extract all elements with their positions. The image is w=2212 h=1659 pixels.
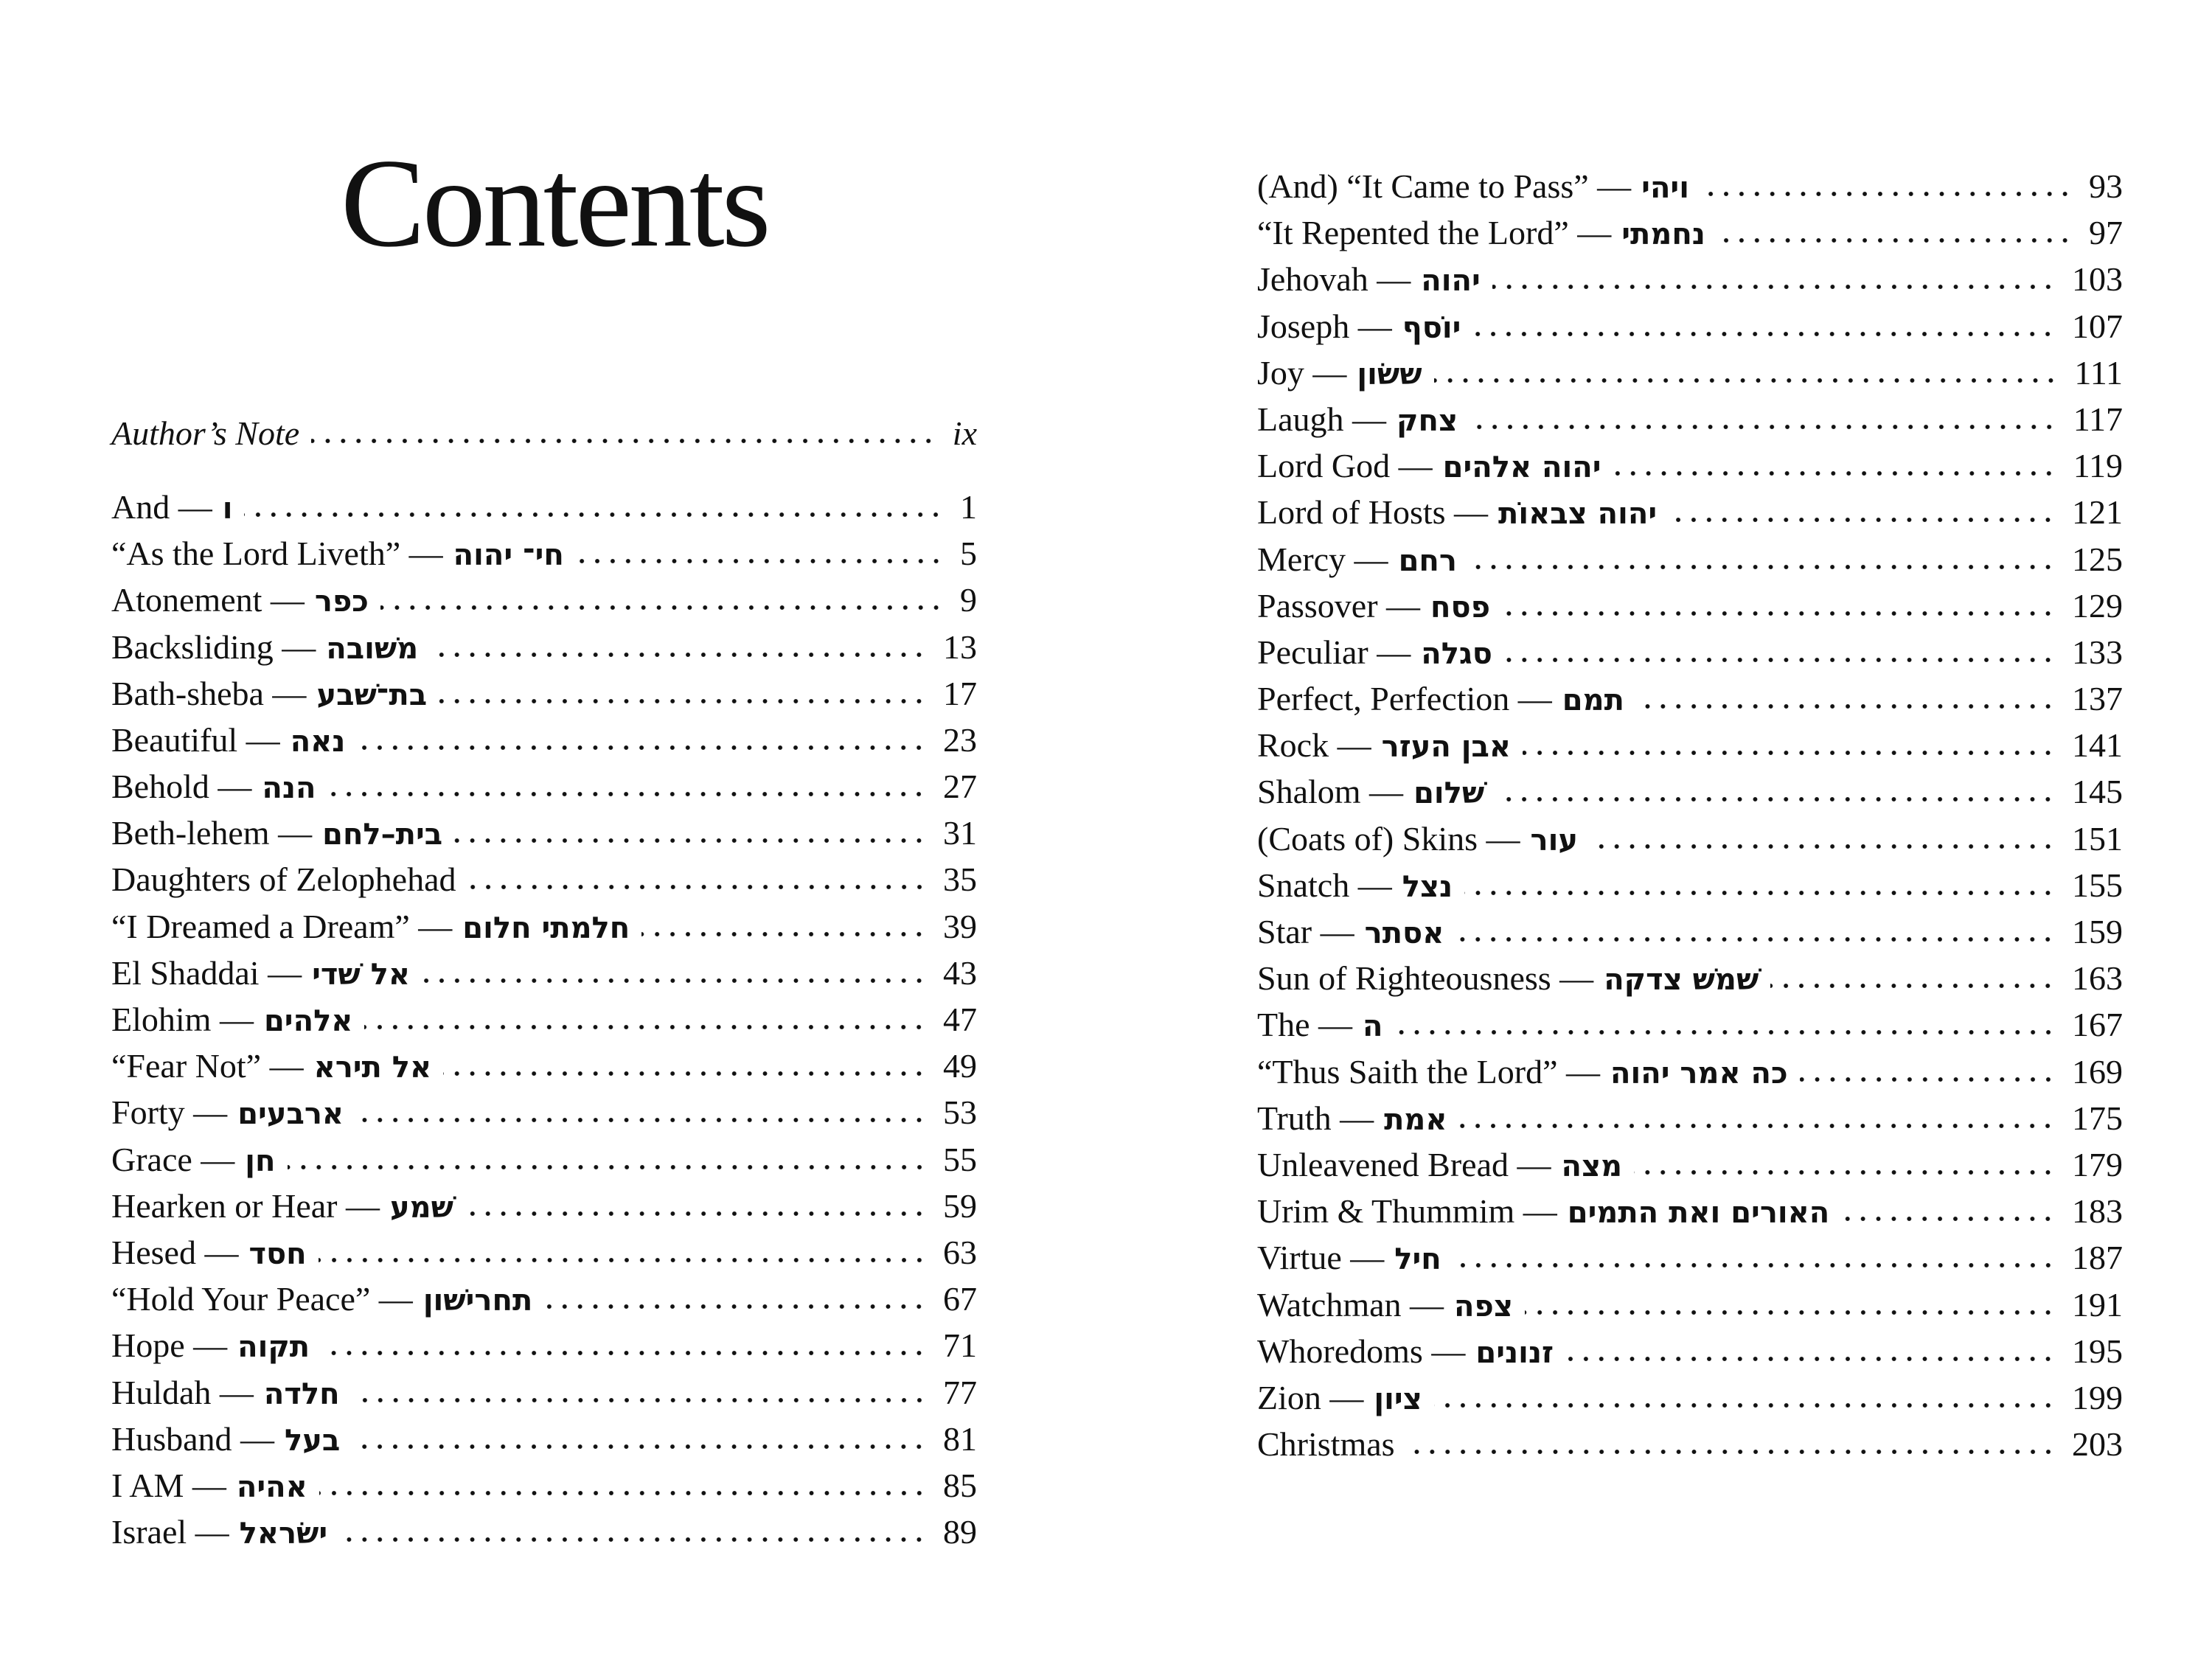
entry-page-number: 133 [2072,633,2123,671]
dot-leader [1504,656,2056,664]
dot-leader [1800,1076,2056,1083]
toc-right-column [1257,163,2123,1467]
entry-page-number: 169 [2072,1052,2123,1091]
entry-label: Hope — [111,1326,228,1365]
entry-hebrew-term: חי־ יהוה [453,538,564,573]
entry-label: Behold — [111,768,252,806]
toc-entry[interactable] [1257,1374,2123,1421]
entry-page-number: 47 [943,1001,977,1039]
toc-entry[interactable] [1257,489,2123,535]
toc-entry[interactable] [111,670,977,717]
entry-hebrew-term: חלמתי חלום [462,911,630,945]
entry-hebrew-term: חסד [248,1237,307,1271]
toc-entry[interactable] [111,530,977,577]
entry-label: Beautiful — [111,720,280,759]
dot-leader [1770,982,2056,990]
dot-leader [576,557,944,565]
entry-hebrew-term: יהוה אלהים [1442,451,1601,485]
toc-entry[interactable] [1257,256,2123,302]
entry-page-number: 191 [2072,1285,2123,1324]
entry-hebrew-term: שׁמשׁ צדקה [1604,963,1759,998]
entry-hebrew-term: נחמתי [1621,218,1705,252]
entry-page-number: 103 [2072,260,2123,299]
entry-label: And — [111,487,212,526]
entry-hebrew-term: משׁובה [326,631,419,666]
entry-label: “Hold Your Peace” — [111,1280,413,1318]
entry-label: Huldah — [111,1373,254,1411]
dot-leader [439,698,927,705]
entry-label: The — [1257,1006,1353,1044]
entry-label: Beth-lehem — [111,814,313,852]
entry-page-number: 35 [943,860,977,899]
dot-leader [321,1349,927,1357]
dot-leader [1458,1122,2056,1130]
entry-page-number: 13 [943,627,977,666]
toc-entry[interactable] [111,577,977,623]
entry-hebrew-term: מצה [1561,1149,1623,1183]
entry-hebrew-term: רחם [1398,543,1457,578]
entry-page-number: 93 [2089,167,2123,205]
entry-label: Husband — [111,1419,275,1458]
entry-page-number: 179 [2072,1145,2123,1183]
dot-leader [430,651,927,658]
entry-label: Passover — [1257,586,1421,625]
toc-entry[interactable] [1257,209,2123,256]
entry-page-number: 31 [943,814,977,852]
entry-label: Backsliding — [111,627,316,666]
entry-hebrew-term: ששׂון [1357,357,1422,392]
entry-label: “As the Lord Liveth” — [111,535,443,573]
entry-label: Laugh — [1257,400,1387,438]
page-title: Contents [341,133,768,274]
entry-page-number: 59 [943,1186,977,1225]
entry-hebrew-term: ה [1363,1009,1383,1044]
entry-label: Snatch — [1257,866,1392,904]
entry-page-number: 53 [943,1093,977,1132]
entry-page-number: 151 [2072,819,2123,858]
entry-page-number: 17 [943,674,977,712]
toc-entry[interactable] [1257,1234,2123,1281]
toc-entry[interactable] [111,1276,977,1322]
dot-leader [364,1023,927,1031]
entry-page-number: 175 [2072,1099,2123,1137]
entry-hebrew-term: ו [222,491,233,526]
dot-leader [1434,377,2059,384]
entry-page-number: 111 [2074,353,2123,392]
toc-entry[interactable] [111,717,977,763]
entry-hebrew-term: אהיה [236,1470,307,1504]
toc-entry[interactable] [111,1322,977,1368]
entry-page-number: 71 [943,1326,977,1365]
entry-label: “I Dreamed a Dream” — [111,907,453,945]
dot-leader [1636,703,2056,710]
entry-page-number: 39 [943,907,977,945]
entry-label: Author’s Note [111,414,300,452]
entry-page-number: 49 [943,1047,977,1085]
entry-label: Zion — [1257,1378,1364,1416]
entry-hebrew-term: צפה [1454,1289,1513,1324]
entry-page-number: 9 [960,581,977,619]
dot-leader [1634,1169,2056,1176]
entry-label: “Thus Saith the Lord” — [1257,1052,1601,1091]
entry-page-number: 119 [2073,447,2123,485]
entry-label: Whoredoms — [1257,1332,1466,1370]
toc-entry[interactable] [1257,396,2123,442]
entry-page-number: 67 [943,1280,977,1318]
toc-entry[interactable] [111,1369,977,1416]
entry-page-number: 145 [2072,773,2123,811]
entry-label: “Fear Not” — [111,1047,304,1085]
entry-page-number: 163 [2072,959,2123,998]
dot-leader [1496,796,2056,803]
entry-hebrew-term: כפר [314,585,369,619]
dot-leader [454,837,927,844]
entry-page-number: 85 [943,1466,977,1504]
entry-page-number: 125 [2072,540,2123,578]
toc-entry[interactable] [1257,1328,2123,1374]
dot-leader [468,883,927,891]
entry-hebrew-term: פסח [1430,590,1491,625]
dot-leader [1502,610,2056,617]
toc-entry[interactable] [1257,815,2123,862]
entry-label: Lord God — [1257,447,1433,485]
entry-label: Watchman — [1257,1285,1444,1324]
entry-page-number: 141 [2072,726,2123,765]
entry-label: Forty — [111,1093,228,1132]
entry-hebrew-term: חלדה [263,1377,340,1411]
toc-entry[interactable] [111,1183,977,1229]
entry-label: “It Repented the Lord” — [1257,214,1612,252]
entry-page-number: 117 [2073,400,2123,438]
toc-entry[interactable] [1257,675,2123,722]
toc-entry[interactable] [1257,349,2123,396]
entry-label: Joseph — [1257,307,1392,345]
entry-label: Virtue — [1257,1239,1385,1277]
entry-hebrew-term: כה אמר יהוה [1610,1056,1788,1091]
dot-leader [1472,330,2056,338]
toc-entry[interactable] [111,950,977,996]
entry-page-number: 55 [943,1140,977,1178]
dot-leader [1395,1029,2056,1036]
entry-page-number: 81 [943,1419,977,1458]
toc-left-column [111,410,977,1555]
entry-label: Peculiar — [1257,633,1411,671]
toc-entry[interactable] [111,1136,977,1183]
entry-hebrew-term: צחק [1397,403,1458,438]
entry-page-number: 5 [960,535,977,573]
toc-entry-authors-note[interactable] [111,410,977,456]
toc-entry[interactable] [1257,536,2123,582]
entry-page-number: 97 [2089,214,2123,252]
entry-page-number: 107 [2072,307,2123,345]
toc-entry[interactable] [1257,1141,2123,1188]
entry-page-number: 43 [943,953,977,992]
entry-hebrew-term: בית–לחם [322,818,443,852]
toc-entry[interactable] [1257,908,2123,955]
entry-hebrew-term: בעל [285,1423,341,1458]
entry-hebrew-term: יהוה צבאוֹת [1498,497,1658,532]
toc-entry[interactable] [1257,442,2123,489]
dot-leader [422,977,927,984]
toc-entry[interactable] [111,996,977,1043]
dot-leader [1525,1309,2056,1316]
dot-leader [1669,516,2056,524]
entry-page-number: 129 [2072,586,2123,625]
entry-page-number: 187 [2072,1239,2123,1277]
entry-label: Unleavened Bread — [1257,1145,1551,1183]
entry-hebrew-term: תקוה [237,1330,310,1365]
entry-label: Joy — [1257,353,1347,392]
entry-label: (And) “It Came to Pass” — [1257,167,1632,205]
entry-page-number: 77 [943,1373,977,1411]
entry-hebrew-term: שׁמע [389,1190,453,1225]
dot-leader [311,437,936,445]
entry-label: Hearken or Hear — [111,1186,380,1225]
dot-leader [355,1116,927,1124]
dot-leader [1613,470,2056,477]
dot-leader [352,1443,927,1450]
dot-leader [327,790,927,798]
dot-leader [1717,237,2073,244]
dot-leader [1523,749,2056,757]
toc-entry[interactable] [1257,1421,2123,1467]
entry-hebrew-term: יוֹסף [1402,310,1461,345]
toc-entry[interactable] [111,1089,977,1135]
dot-leader [339,1536,927,1543]
entry-label: Truth — [1257,1099,1374,1137]
entry-hebrew-term: אל שׁדי [312,957,410,992]
dot-leader [244,511,944,518]
entry-page-number: 155 [2072,866,2123,904]
entry-hebrew-term: יהוה [1421,264,1481,299]
dot-leader [443,1070,927,1077]
entry-hebrew-term: תחרישׁון [422,1284,533,1318]
entry-hebrew-term: אל תירא [313,1051,432,1085]
entry-hebrew-term: ישׂראל [239,1517,328,1551]
toc-entry[interactable] [111,763,977,810]
toc-entry[interactable] [111,624,977,670]
entry-hebrew-term: ויהי [1641,171,1689,205]
dot-leader [319,1489,927,1497]
toc-entry[interactable] [111,903,977,950]
entry-label: Israel — [111,1513,229,1551]
entry-label: Perfect, Perfection — [1257,680,1552,718]
entry-label: Elohim — [111,1001,254,1039]
entry-label: Star — [1257,913,1354,950]
entry-hebrew-term: תמם [1562,684,1624,718]
toc-entry[interactable] [111,1462,977,1509]
toc-entry[interactable] [111,810,977,856]
entry-page-number: 199 [2072,1378,2123,1416]
entry-label: Urim & Thummim — [1257,1192,1557,1231]
entry-page-number: 27 [943,768,977,806]
entry-hebrew-term: אלהים [263,1004,353,1039]
entry-page-number: 137 [2072,680,2123,718]
toc-entry[interactable] [111,856,977,902]
entry-label: (Coats of) Skins — [1257,819,1520,858]
entry-hebrew-term: שׁלום [1413,776,1485,811]
entry-page-number: 89 [943,1513,977,1551]
entry-page-number: 203 [2072,1425,2123,1464]
entry-label: Lord of Hosts — [1257,493,1489,532]
toc-entry[interactable] [111,484,977,530]
dot-leader [641,931,927,938]
toc-entry[interactable] [111,1509,977,1555]
entry-label: Jehovah — [1257,260,1411,299]
entry-hebrew-term: בת־שׁבע [316,678,428,712]
entry-label: Sun of Righteousness — [1257,959,1594,998]
toc-entry[interactable] [1257,1095,2123,1141]
toc-entry[interactable] [1257,862,2123,908]
toc-entry[interactable] [1257,1001,2123,1048]
dot-leader [1841,1215,2056,1222]
dot-leader [1407,1448,2056,1455]
dot-leader [1453,1262,2056,1269]
toc-entry[interactable] [111,1229,977,1276]
entry-page-number: ix [952,414,977,452]
dot-leader [1455,936,2056,943]
entry-page-number: 195 [2072,1332,2123,1370]
toc-entry[interactable] [1257,768,2123,815]
entry-hebrew-term: האורים ואת התמים [1567,1196,1830,1231]
dot-leader [380,604,944,611]
entry-page-number: 159 [2072,913,2123,950]
dot-leader [1701,190,2073,198]
toc-entry[interactable] [1257,1048,2123,1095]
entry-hebrew-term: אבן העזר [1381,730,1511,765]
dot-leader [357,744,927,751]
entry-page-number: 183 [2072,1192,2123,1231]
dot-leader [288,1164,927,1171]
entry-label: Rock — [1257,726,1371,765]
dot-leader [1434,1402,2056,1409]
entry-hebrew-term: סגלה [1421,636,1492,671]
entry-hebrew-term: הנה [262,771,316,806]
entry-hebrew-term: אמת [1384,1102,1447,1137]
toc-entry[interactable] [1257,163,2123,209]
toc-entry[interactable] [111,1043,977,1089]
toc-entry[interactable] [1257,303,2123,349]
entry-page-number: 63 [943,1233,977,1271]
entry-hebrew-term: זנונים [1475,1335,1554,1370]
dot-leader [1590,843,2056,850]
entry-label: Bath-sheba — [111,674,307,712]
entry-hebrew-term: עור [1530,823,1578,858]
dot-leader [1492,283,2056,291]
entry-label: Hesed — [111,1233,239,1271]
entry-label: I AM — [111,1466,226,1504]
entry-label: Christmas [1257,1425,1395,1464]
entry-hebrew-term: נאה [290,724,346,759]
entry-hebrew-term: ארבעים [237,1097,344,1132]
entry-label: Daughters of Zelophehad [111,860,456,899]
dot-leader [1464,889,2056,897]
toc-entry[interactable] [111,1416,977,1462]
entry-hebrew-term: נצל [1402,869,1453,904]
toc-entry[interactable] [1257,1188,2123,1234]
toc-entry[interactable] [1257,1281,2123,1328]
entry-label: Mercy — [1257,540,1388,578]
entry-hebrew-term: אסתר [1364,917,1444,950]
toc-entry[interactable] [1257,582,2123,629]
entry-page-number: 167 [2072,1006,2123,1044]
entry-label: El Shaddai — [111,953,302,992]
entry-hebrew-term: ציון [1374,1382,1422,1416]
dot-leader [352,1397,927,1404]
toc-entry[interactable] [1257,955,2123,1001]
entry-hebrew-term: חיל [1394,1242,1441,1277]
toc-entry[interactable] [1257,722,2123,768]
entry-label: Atonement — [111,581,305,619]
dot-leader [1565,1355,2056,1363]
entry-label: Shalom — [1257,773,1404,811]
entry-page-number: 121 [2072,493,2123,532]
toc-entry[interactable] [1257,629,2123,675]
entry-page-number: 23 [943,720,977,759]
dot-leader [319,1256,927,1264]
entry-label: Grace — [111,1140,235,1178]
entry-hebrew-term: חן [245,1144,276,1178]
dot-leader [465,1210,927,1217]
dot-leader [1469,563,2056,571]
entry-page-number: 1 [960,487,977,526]
dot-leader [544,1303,927,1310]
dot-leader [1470,423,2057,431]
